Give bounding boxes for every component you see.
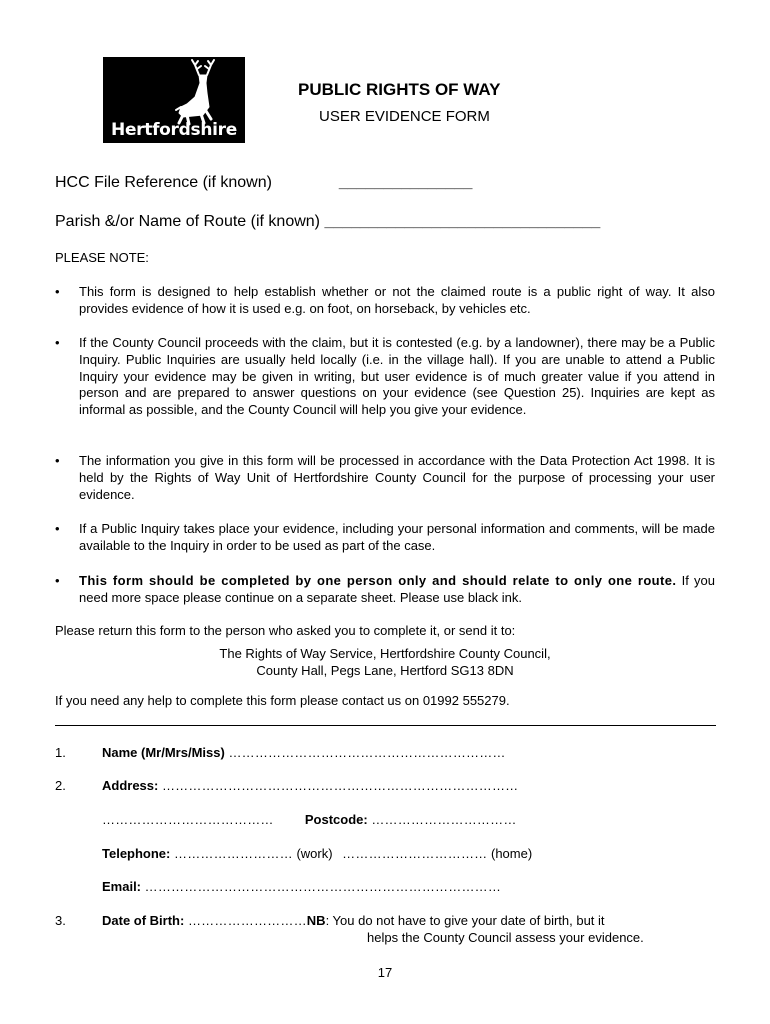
hertfordshire-logo [103,57,245,143]
bullet-icon: • [55,335,60,350]
telephone-work-field[interactable]: ……………………… [174,846,293,861]
telephone-home-field[interactable]: …………………………… [342,846,488,861]
please-note-heading: PLEASE NOTE: [55,250,149,265]
note-bold-text: This form should be completed by one person only and should relate to only one route. [79,573,677,588]
note-rest-text: If you need more space please continue on a separate sheet. Please use black ink. [79,573,715,605]
bullet-icon: • [55,453,60,468]
return-address-line1: The Rights of Way Service, Hertfordshire County Council, [219,646,551,661]
note-item [55,453,715,503]
return-address-line2: County Hall, Pegs Lane, Hertford SG13 8DN [256,663,514,678]
telephone-work-label: (work) [296,846,333,861]
bullet-icon: • [55,284,60,299]
page-subtitle: USER EVIDENCE FORM [319,108,490,125]
note-item [55,521,715,555]
note-text [79,573,715,607]
telephone-row [102,846,532,861]
dob-label: Date of Birth: [102,913,185,928]
email-row [102,879,501,894]
note-item [55,335,715,419]
address-field[interactable]: ……………………………………………………………………… [161,778,519,793]
file-reference-label: HCC File Reference (if known) [55,174,272,191]
name-label: Name (Mr/Mrs/Miss) [102,745,225,760]
file-reference-row [55,174,472,192]
note-item [55,284,715,318]
file-reference-blank[interactable]: _______________ [338,174,473,191]
name-field[interactable]: ……………………………………………………… [228,745,506,760]
route-name-blank[interactable]: _______________________________ [324,213,601,230]
name-field-row [102,745,506,760]
email-label: Email: [102,879,142,894]
question-number: 3. [55,913,66,928]
note-text: The information you give in this form will be processed in accordance with the Data Protection Act 1998. It is held by the Rights of Way Unit of Hertfordshire County Council for the purpose of processing your user evidence. [79,453,715,502]
section-divider [55,725,716,726]
address-line2-row [102,812,517,827]
note-item [55,573,715,607]
postcode-field[interactable]: …………………………… [371,812,517,827]
postcode-label: Postcode: [304,812,368,827]
route-name-row [55,213,600,231]
nb-label: NB [306,913,326,928]
logo-brand-text: Hertfordshire [111,120,237,140]
route-name-label: Parish &/or Name of Route (if known) [55,213,320,230]
question-number: 2. [55,778,66,793]
telephone-label: Telephone: [102,846,171,861]
bullet-icon: • [55,573,60,588]
bullet-icon: • [55,521,60,536]
address-field-row [102,778,518,793]
page-number: 17 [377,965,393,980]
address-field-line2[interactable]: ………………………………… [102,812,274,827]
note-text: If a Public Inquiry takes place your evidence, including your personal information and comments, will be made available to the Inquiry in order to be used as part of the case. [79,521,715,553]
dob-row [102,913,605,928]
note-text: This form is designed to help establish whether or not the claimed route is a public right of way. It also provides evidence of how it is used e.g. on foot, on horseback, by vehicles etc. [79,284,715,316]
dob-note-line2: helps the County Council assess your evidence. [367,930,644,945]
address-label: Address: [102,778,159,793]
telephone-home-label: (home) [491,846,533,861]
page-title: PUBLIC RIGHTS OF WAY [298,80,501,99]
question-number: 1. [55,745,66,760]
note-text: If the County Council proceeds with the claim, but it is contested (e.g. by a landowner), there may be a Public Inquiry. Public Inquiries are usually held locally (i.e. in the village hall). If you are unable to attend a Public Inquiry your evidence may be given in writing, but user evidence is of much greater value if you attend in person and are prepared to answer questions on your evidence (see Question 25). Inquiries are kept as informal as possible, and the County Council will help you give your evidence. [79,335,715,418]
dob-field[interactable]: ……………………… [187,913,307,928]
dob-note-line1: : You do not have to give your date of birth, but it [325,913,605,928]
help-contact: If you need any help to complete this form please contact us on 01992 555279. [55,693,510,708]
return-intro: Please return this form to the person who asked you to complete it, or send it to: [55,623,516,638]
email-field[interactable]: ……………………………………………………………………… [144,879,502,894]
